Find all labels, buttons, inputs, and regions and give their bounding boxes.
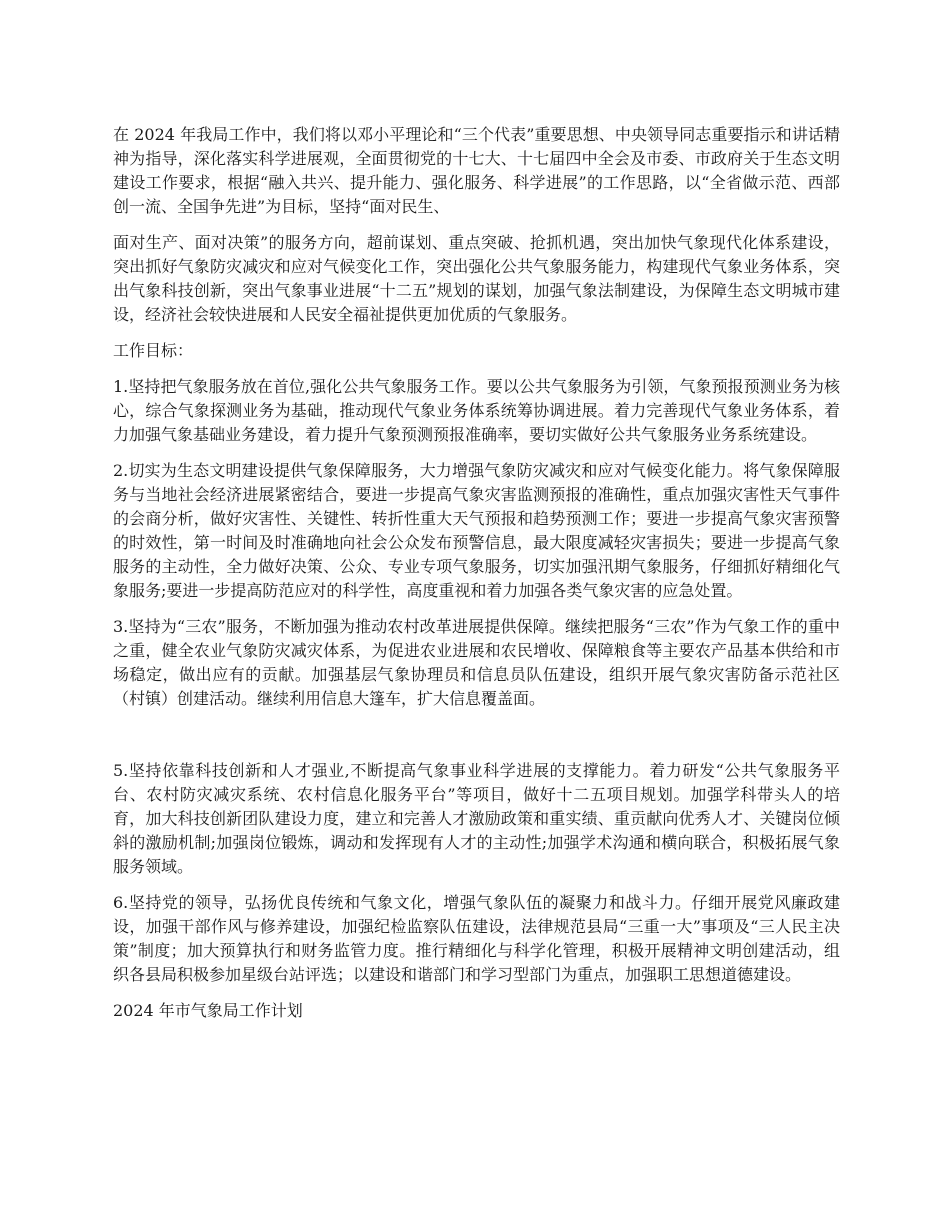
paragraph-goal-6: 6.坚持党的领导，弘扬优良传统和气象文化，增强气象队伍的凝聚力和战斗力。仔细开展党风廉政建设，加强干部作风与修养建设，加强纪检监察队伍建设，法律规范县局“三重一大”事项及“三人民主决策”制度；加大预算执行和财务监管力度。推行精细化与科学化管理，积极开展精神文明创建活动，组织各县局积极参加星级台站评选；以建设和谐部门和学习型部门为重点，加强职工思想道德建设。: [113, 893, 840, 984]
paragraph-intro-continued: 面对生产、面对决策”的服务方向，超前谋划、重点突破、抢抓机遇，突出加快气象现代化体系建设，突出抓好气象防灾减灾和应对气候变化工作，突出强化公共气象服务能力，构建现代气象业务体系，突出气象科技创新，突出气象事业进展“十二五”规划的谋划，加强气象法制建设，为保障生态文明城市建设，经济社会较快进展和人民安全福祉提供更加优质的气象服务。: [113, 233, 840, 324]
document-body: [113, 123, 840, 1023]
paragraph-goals-heading: 工作目标：: [113, 341, 194, 360]
paragraph-goal-5: 5.坚持依靠科技创新和人才强业,不断提高气象事业科学进展的支撑能力。着力研发“公共气象服务平台、农村防灾减灾系统、农村信息化服务平台”等项目，做好十二五项目规划。加强学科带头人的培育，加大科技创新团队建设力度，建立和完善人才激励政策和重实绩、重贡献向优秀人才、关键岗位倾斜的激励机制;加强岗位锻炼，调动和发挥现有人才的主动性;加强学术沟通和横向联合，积极拓展气象服务领域。: [113, 761, 840, 876]
paragraph-intro: 在 2024 年我局工作中，我们将以邓小平理论和“三个代表”重要思想、中央领导同志重要指示和讲话精神为指导，深化落实科学进展观，全面贯彻党的十七大、十七届四中全会及市委、市政府关于生态文明建设工作要求，根据“融入共兴、提升能力、强化服务、科学进展”的工作思路，以“全省做示范、西部创一流、全国争先进”为目标，坚持“面对民生、: [113, 125, 840, 216]
paragraph-goal-3: 3.坚持为“三农”服务，不断加强为推动农村改革进展提供保障。继续把服务“三农”作为气象工作的重中之重，健全农业气象防灾减灾体系，为促进农业进展和农民增收、保障粮食等主要农产品基本供给和市场稳定，做出应有的贡献。加强基层气象协理员和信息员队伍建设，组织开展气象灾害防备示范社区（村镇）创建活动。继续利用信息大篷车，扩大信息覆盖面。: [113, 617, 840, 708]
paragraph-goal-1: 1.坚持把气象服务放在首位,强化公共气象服务工作。要以公共气象服务为引领，气象预报预测业务为核心，综合气象探测业务为基础，推动现代气象业务体系统筹协调进展。着力完善现代气象业务体系，着力加强气象基础业务建设，着力提升气象预测预报准确率，要切实做好公共气象服务业务系统建设。: [113, 377, 840, 444]
paragraph-goal-2: 2.切实为生态文明建设提供气象保障服务，大力增强气象防灾减灾和应对气候变化能力。将气象保障服务与当地社会经济进展紧密结合，要进一步提高气象灾害监测预报的准确性，重点加强灾害性天气事件的会商分析，做好灾害性、关键性、转折性重大天气预报和趋势预测工作；要进一步提高气象灾害预警的时效性，第一时间及时准确地向社会公众发布预警信息，最大限度减轻灾害损失；要进一步提高气象服务的主动性，全力做好决策、公众、专业专项气象服务，切实加强汛期气象服务，仔细抓好精细化气象服务;要进一步提高防范应对的科学性，高度重视和着力加强各类气象灾害的应急处置。: [113, 461, 840, 600]
paragraph-closing-title: 2024 年市气象局工作计划: [113, 1001, 303, 1020]
